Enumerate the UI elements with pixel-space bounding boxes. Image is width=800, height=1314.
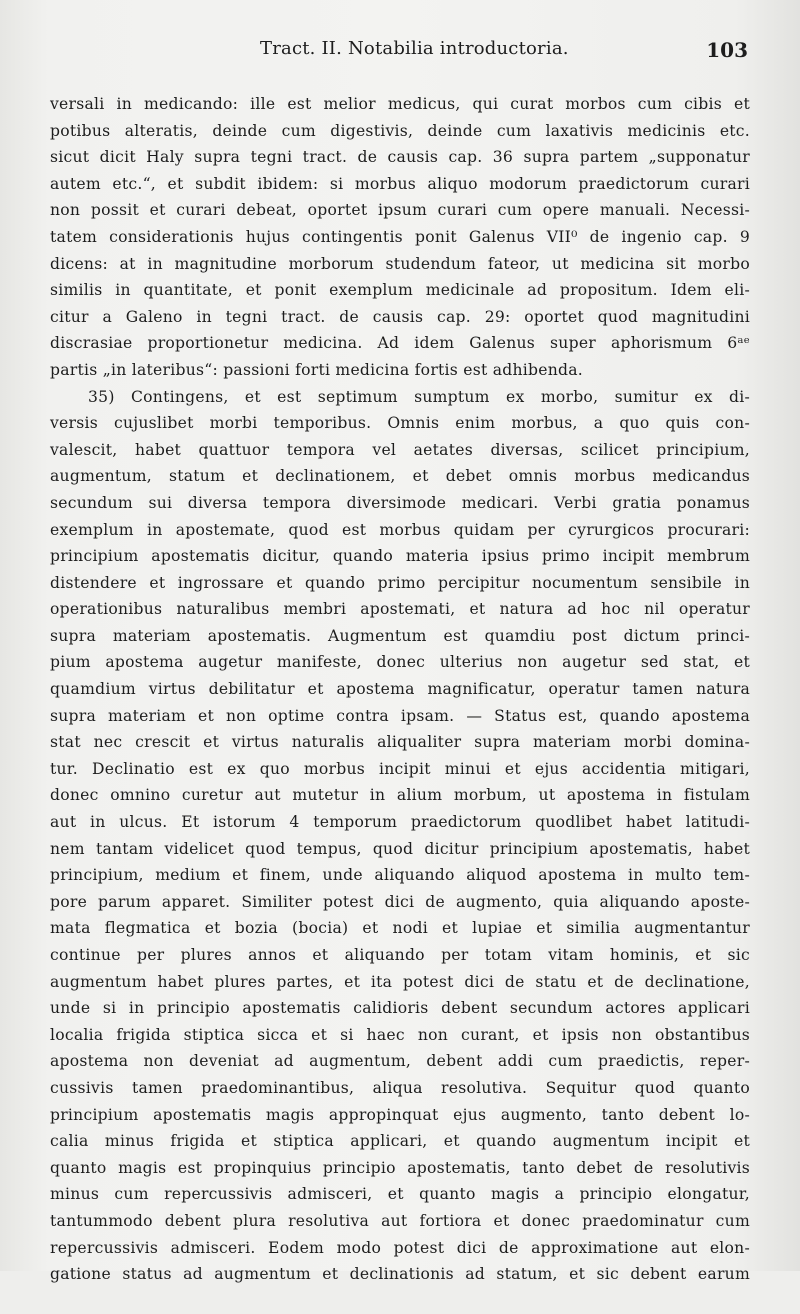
text-line: quanto magis est propinquius principio apostematis, tanto debet de resolutivis: [50, 1158, 750, 1177]
text-line: minus cum repercussivis admisceri, et quanto magis a principio elongatur,: [50, 1185, 750, 1204]
text-line: non possit et curari debeat, oportet ipsum curari cum opere manuali. Necessi-: [50, 201, 750, 220]
text-line: tatem considerationis hujus contingentis ponit Galenus VII⁰ de ingenio cap. 9: [50, 227, 750, 246]
text-line: augmentum, statum et declinationem, et debet omnis morbus medicandus: [50, 467, 750, 486]
text-line: versali in medicando: ille est melior medicus, qui curat morbos cum cibis et: [50, 95, 750, 113]
text-line: principium apostematis dicitur, quando materia ipsius primo incipit membrum: [50, 547, 750, 566]
text-line: donec omnino curetur aut mutetur in alium morbum, ut apostema in fistulam: [50, 786, 750, 805]
text-line: similis in quantitate, et ponit exemplum medicinale ad propositum. Idem eli-: [50, 281, 750, 300]
text-line: discrasiae proportionetur medicina. Ad idem Galenus super aphorismum 6ᵃᵉ: [50, 334, 750, 353]
text-line: stat nec crescit et virtus naturalis aliqualiter supra materiam morbi domina-: [50, 733, 750, 752]
text-line: versis cujuslibet morbi temporibus. Omnis enim morbus, a quo quis con-: [50, 414, 750, 433]
page-number: 103: [706, 38, 748, 62]
text-line: exemplum in apostemate, quod est morbus quidam per cyrurgicos procurari:: [50, 520, 750, 539]
page-header: [50, 38, 750, 68]
text-line: principium, medium et finem, unde aliquando aliquod apostema in multo tem-: [50, 866, 750, 885]
text-line: gatione status ad augmentum et declinationis ad statum, et sic debent earum: [50, 1265, 750, 1284]
text-line: quamdium virtus debilitatur et apostema magnificatur, operatur tamen natura: [50, 680, 750, 699]
text-line: distendere et ingrossare et quando primo percipitur nocumentum sensibile in: [50, 573, 750, 592]
running-head: Tract. II. Notabilia introductoria.: [260, 38, 569, 59]
text-line: supra materiam et non optime contra ipsam. — Status est, quando apostema: [50, 706, 750, 725]
text-line: principium apostematis magis appropinquat ejus augmento, tanto debent lo-: [50, 1105, 750, 1124]
text-line: localia frigida stiptica sicca et si haec non curant, et ipsis non obstantibus: [50, 1025, 750, 1044]
text-line: nem tantam videlicet quod tempus, quod dicitur principium apostematis, habet: [50, 839, 750, 858]
text-line: [50, 1288, 750, 1314]
text-line: apostema non deveniat ad augmentum, debent addi cum praedictis, reper-: [50, 1052, 750, 1071]
text-line: pium apostema augetur manifeste, donec ulterius non augetur sed stat, et: [50, 653, 750, 672]
text-line: dicens: at in magnitudine morborum studendum fateor, ut medicina sit morbo: [50, 254, 750, 273]
text-line: continue per plures annos et aliquando per totam vitam hominis, et sic: [50, 946, 750, 964]
text-line: repercussivis admisceri. Eodem modo potest dici de approximatione aut elon-: [50, 1238, 750, 1257]
text-line: tur. Declinatio est ex quo morbus incipit minui et ejus accidentia mitigari,: [50, 759, 750, 778]
text-line: calia minus frigida et stiptica applicari, et quando augmentum incipit et: [50, 1132, 750, 1151]
text-line: partis „in lateribus“: passioni forti medicina fortis est adhibenda.: [50, 360, 583, 379]
text-line: autem etc.“, et subdit ibidem: si morbus aliquo modorum praedictorum curari: [50, 174, 750, 193]
text-line: tantummodo debent plura resolutiva aut fortiora et donec praedominatur cum: [50, 1211, 750, 1230]
text-line: operationibus naturalibus membri apostemati, et natura ad hoc nil operatur: [50, 600, 750, 619]
text-line: citur a Galeno in tegni tract. de causis cap. 29: oportet quod magnitudini: [50, 307, 750, 326]
text-line: sicut dicit Haly supra tegni tract. de causis cap. 36 supra partem „supponatur: [50, 148, 750, 167]
text-line: potibus alteratis, deinde cum digestivis, deinde cum laxativis medicinis etc.: [50, 121, 750, 140]
text-line: cussivis tamen praedominantibus, aliqua resolutiva. Sequitur quod quanto: [50, 1078, 750, 1097]
text-line: unde si in principio apostematis calidioris debent secundum actores applicari: [50, 999, 750, 1018]
text-line: 35) Contingens, et est septimum sumptum ex morbo, sumitur ex di-: [88, 387, 750, 406]
text-line: augmentum habet plures partes, et ita potest dici de statu et de declinatione,: [50, 972, 750, 991]
text-line: secundum sui diversa tempora diversimode medicari. Verbi gratia ponamus: [50, 493, 750, 512]
text-line: mata flegmatica et bozia (bocia) et nodi et lupiae et similia augmentantur: [50, 919, 750, 938]
body-text: [50, 91, 750, 1314]
text-line: supra materiam apostematis. Augmentum est quamdiu post dictum princi-: [50, 626, 750, 645]
text-line: aut in ulcus. Et istorum 4 temporum praedictorum quodlibet habet latitudi-: [50, 813, 750, 832]
text-line: pore parum apparet. Similiter potest dici de augmento, quia aliquando aposte-: [50, 892, 750, 911]
text-line: valescit, habet quattuor tempora vel aetates diversas, scilicet principium,: [50, 440, 750, 459]
